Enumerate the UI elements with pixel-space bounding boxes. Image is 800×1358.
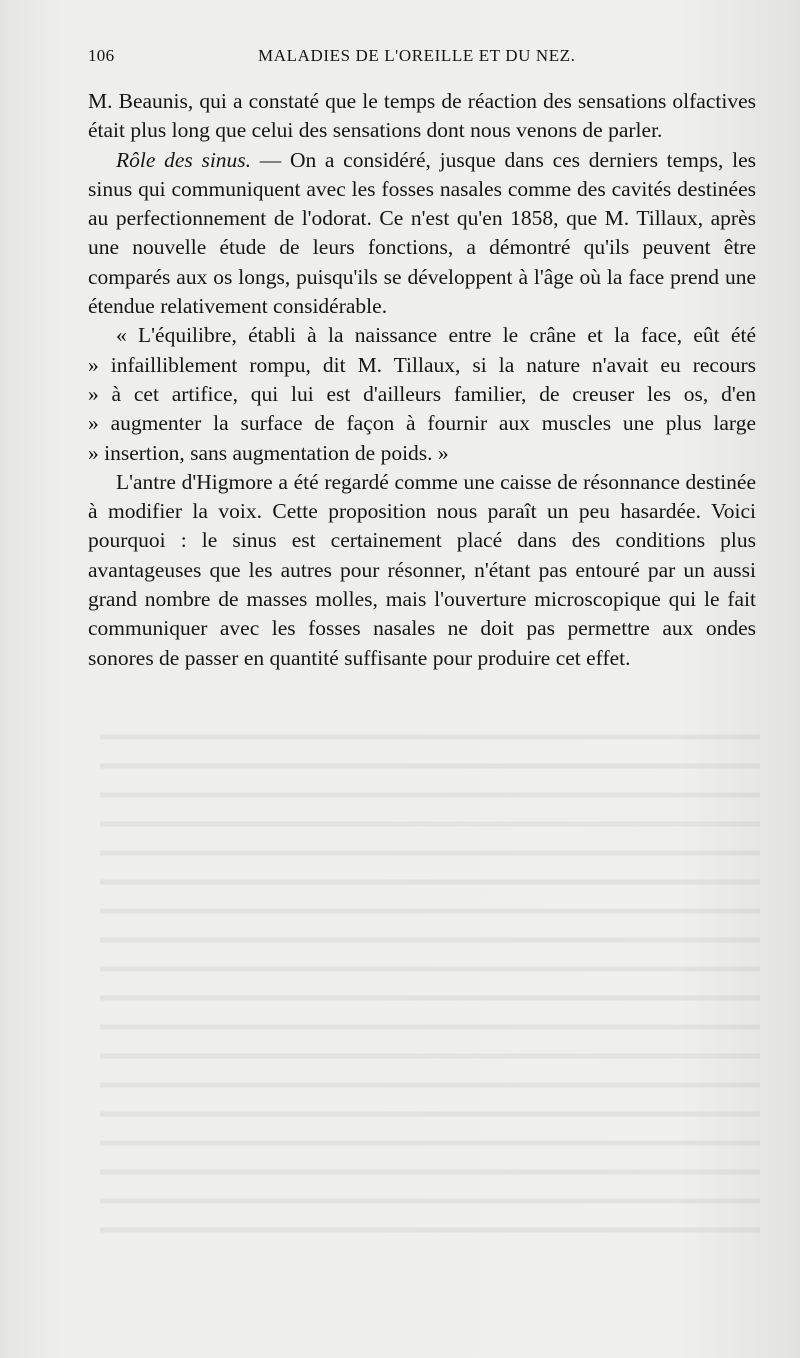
page-header bbox=[88, 46, 758, 74]
quote-line: » à cet artifice, qui lui est d'ailleurs familier, de creuser les os, d'en bbox=[88, 381, 756, 406]
quote-line: » insertion, sans augmentation de poids. » bbox=[88, 440, 449, 465]
running-title: MALADIES DE L'OREILLE ET DU NEZ. bbox=[258, 46, 576, 65]
quotation bbox=[88, 321, 756, 467]
paragraph-text: — On a considéré, jusque dans ces derniers temps, les sinus qui communiquent avec les fosses nasales comme des cavités destinées au perfectionnement de l'odorat. Ce n'est qu'en 1858, que M. Tillaux, après une nouvelle étude de leurs fonctions, a démontré qu'ils peuvent être comparés aux os longs, puisqu'ils se développent à l'âge où la face prend une étendue relativement considérable. bbox=[88, 147, 756, 319]
section-heading: Rôle des sinus. bbox=[116, 147, 252, 172]
paragraph bbox=[88, 146, 756, 322]
body-text bbox=[88, 87, 756, 673]
quote-line: » infailliblement rompu, dit M. Tillaux, si la nature n'avait eu recours bbox=[88, 352, 756, 377]
paragraph: M. Beaunis, qui a constaté que le temps de réaction des sensations olfactives était plus long que celui des sensations dont nous venons de parler. bbox=[88, 89, 756, 143]
quote-line: « L'équilibre, établi à la naissance entre le crâne et la face, eût été bbox=[116, 323, 756, 348]
page-number: 106 bbox=[88, 46, 115, 65]
paragraph: L'antre d'Higmore a été regardé comme une caisse de résonnance destinée à modifier la voix. Cette proposition nous paraît un peu hasardée. Voici pourquoi : le sinus est certainement placé dans des conditions plus avantageuses que les autres pour résonner, n'étant pas entouré par un aussi grand nombre de masses molles, mais l'ouverture microscopique qui le fait communiquer avec les fosses nasales ne doit pas permettre aux ondes sonores de passer en quantité suffisante pour produire cet effet. bbox=[88, 469, 756, 670]
show-through-text bbox=[100, 720, 760, 1240]
quote-line: » augmenter la surface de façon à fournir aux muscles une plus large bbox=[88, 411, 756, 436]
